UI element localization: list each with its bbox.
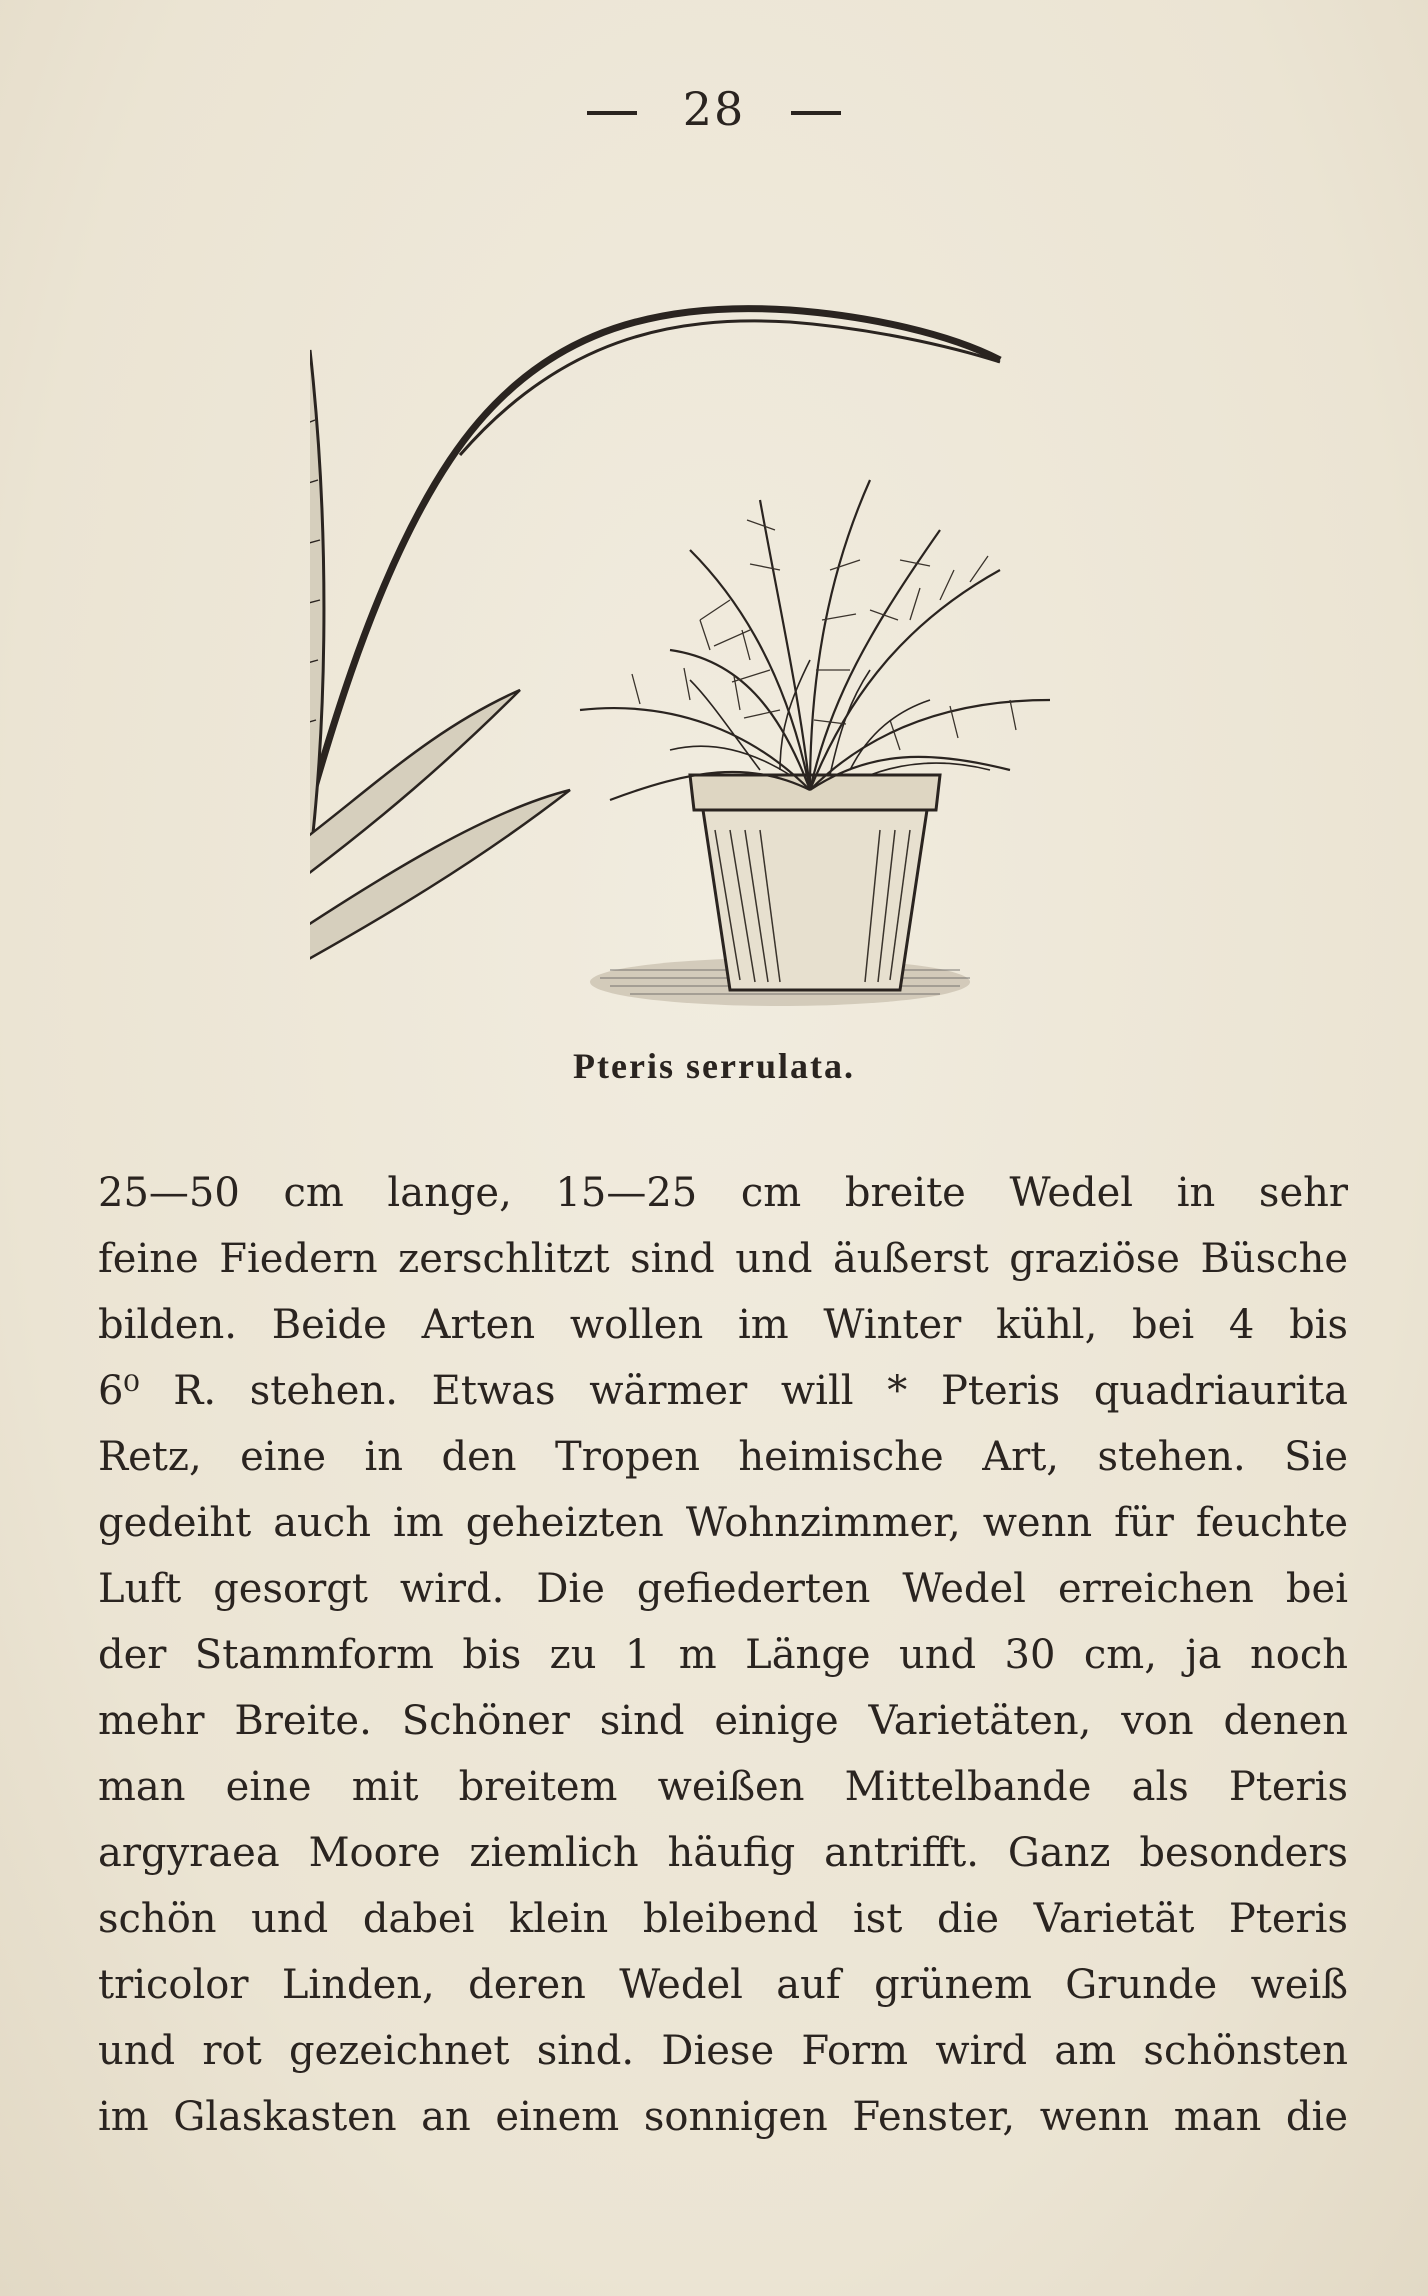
text-line: mehr Breite. Schöner sind einige Varietäten, von denen — [98, 1698, 1348, 1744]
text-line: 6⁰ R. stehen. Etwas wärmer will * Pteris quadriaurita — [98, 1368, 1348, 1414]
page-number-header — [0, 82, 1428, 136]
fern-illustration — [310, 230, 1130, 1030]
text-line: argyraea Moore ziemlich häufig antrifft. Ganz besonders — [98, 1830, 1348, 1876]
text-line: feine Fiedern zerschlitzt sind und äußerst graziöse Büsche — [98, 1236, 1348, 1282]
text-line: tricolor Linden, deren Wedel auf grünem Grunde weiß — [98, 1962, 1348, 2008]
text-line: schön und dabei klein bleibend ist die Varietät Pteris — [98, 1896, 1348, 1942]
text-line: man eine mit breitem weißen Mittelbande als Pteris — [98, 1764, 1348, 1810]
text-line: der Stammform bis zu 1 m Länge und 30 cm, ja noch — [98, 1632, 1348, 1678]
text-line: im Glaskasten an einem sonnigen Fenster, wenn man die — [98, 2094, 1348, 2140]
text-line: und rot gezeichnet sind. Diese Form wird am schönsten — [98, 2028, 1348, 2074]
body-paragraph — [98, 1160, 1348, 2150]
fern-engraving — [310, 230, 1130, 1030]
figure-caption: Pteris serrulata. — [573, 1046, 855, 1086]
text-line: Luft gesorgt wird. Die gefiederten Wedel erreichen bei — [98, 1566, 1348, 1612]
text-line: bilden. Beide Arten wollen im Winter kühl, bei 4 bis — [98, 1302, 1348, 1348]
page-number: 28 — [682, 82, 746, 136]
left-dash — [587, 111, 637, 115]
text-line: 25—50 cm lange, 15—25 cm breite Wedel in sehr — [98, 1170, 1348, 1216]
right-dash — [791, 111, 841, 115]
text-line: gedeiht auch im geheizten Wohnzimmer, wenn für feuchte — [98, 1500, 1348, 1546]
text-line: Retz, eine in den Tropen heimische Art, stehen. Sie — [98, 1434, 1348, 1480]
